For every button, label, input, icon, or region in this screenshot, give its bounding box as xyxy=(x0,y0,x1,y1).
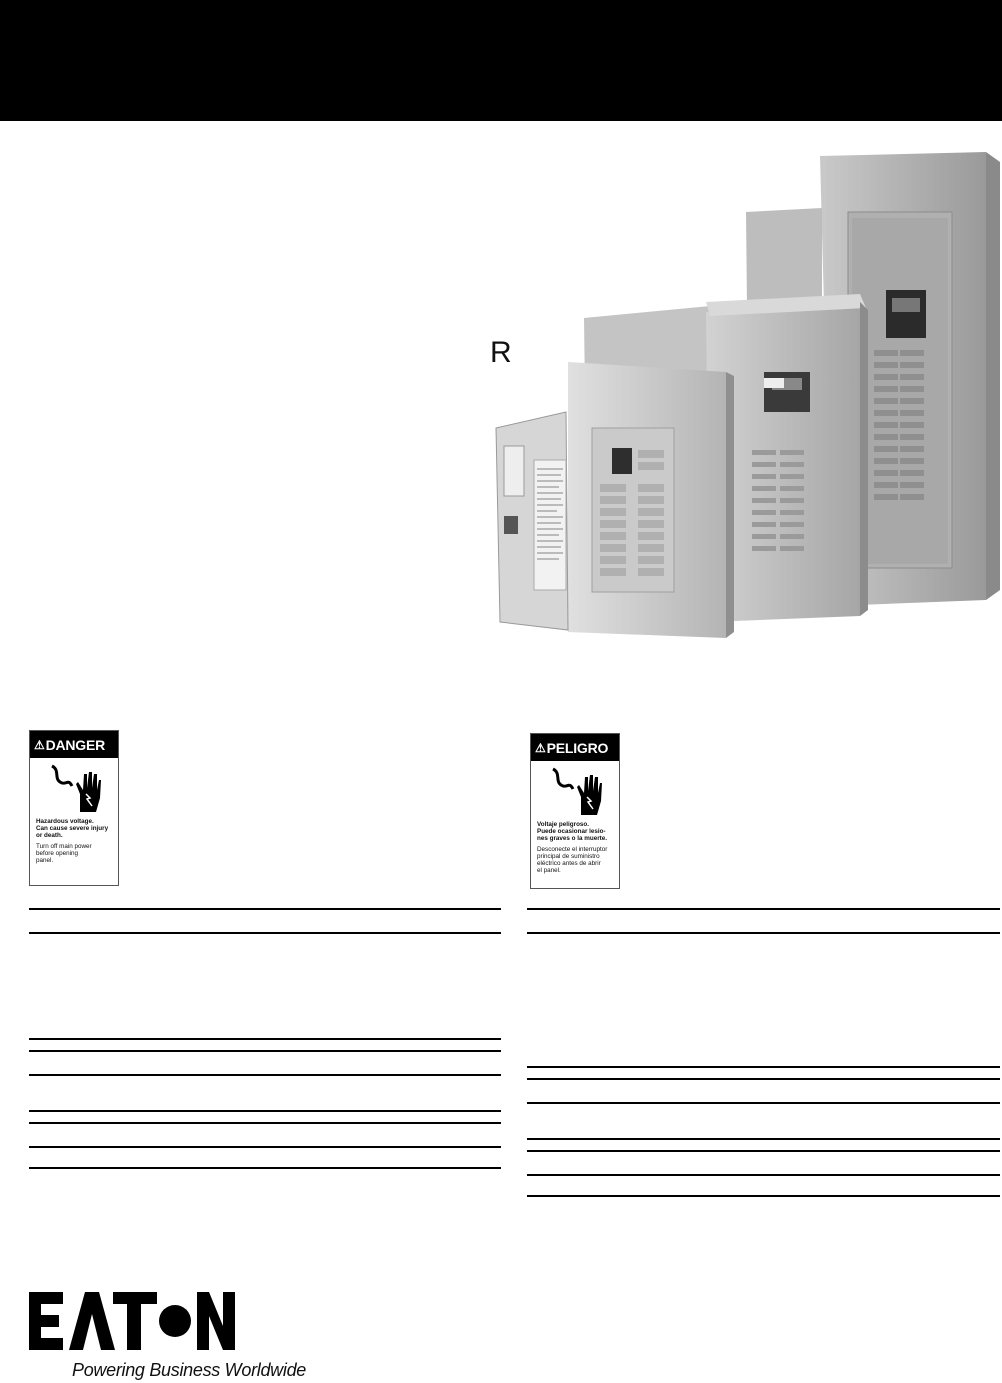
danger-label-heading xyxy=(30,731,118,758)
peligro-label xyxy=(530,733,620,889)
rule xyxy=(527,1138,1000,1140)
photo-partial-letter: R xyxy=(490,336,512,369)
peligro-line-2: Puede ocasionar lesio- xyxy=(537,828,606,835)
rule xyxy=(527,1150,1000,1152)
peligro-line-1: Voltaje peligroso. xyxy=(537,821,590,828)
load-center-photo xyxy=(488,150,1002,650)
rule xyxy=(527,1195,1000,1197)
small-panel xyxy=(496,362,734,638)
peligro-line-4: Desconecte el interruptor xyxy=(537,846,608,853)
rule xyxy=(527,1102,1000,1104)
rule xyxy=(29,1038,501,1040)
warning-triangle-icon: ⚠ xyxy=(535,740,546,755)
peligro-line-7: el panel. xyxy=(537,867,561,874)
peligro-heading-text: PELIGRO xyxy=(546,739,609,756)
danger-line-6: panel. xyxy=(36,857,54,864)
peligro-line-5: principal de suministro xyxy=(537,853,600,860)
danger-line-3: or death. xyxy=(36,832,63,839)
peligro-label-heading xyxy=(531,734,619,761)
rule xyxy=(527,1078,1000,1080)
rule xyxy=(29,908,501,910)
header-band xyxy=(0,0,1002,121)
rule xyxy=(29,1167,501,1169)
danger-line-1: Hazardous voltage. xyxy=(36,818,94,825)
rule xyxy=(527,1066,1000,1068)
peligro-line-3: nes graves o la muerte. xyxy=(537,835,607,842)
rule xyxy=(527,908,1000,910)
peligro-line-6: eléctrico antes de abrir xyxy=(537,860,601,867)
shock-hand-icon xyxy=(46,764,102,814)
rule xyxy=(29,1146,501,1148)
danger-line-4: Turn off main power xyxy=(36,843,92,850)
shock-hand-icon xyxy=(547,767,603,817)
brand-tagline: Powering Business Worldwide xyxy=(72,1360,307,1380)
rule xyxy=(527,1174,1000,1176)
rule xyxy=(527,932,1000,934)
rule xyxy=(29,1050,501,1052)
danger-heading-text: DANGER xyxy=(45,736,106,753)
danger-line-2: Can cause severe injury xyxy=(36,825,109,832)
danger-line-5: before opening xyxy=(36,850,79,857)
danger-label xyxy=(29,730,119,886)
rule xyxy=(29,1110,501,1112)
eaton-logo xyxy=(29,1292,235,1350)
rule xyxy=(29,1074,501,1076)
rule xyxy=(29,932,501,934)
warning-triangle-icon: ⚠ xyxy=(34,737,45,752)
rule xyxy=(29,1122,501,1124)
